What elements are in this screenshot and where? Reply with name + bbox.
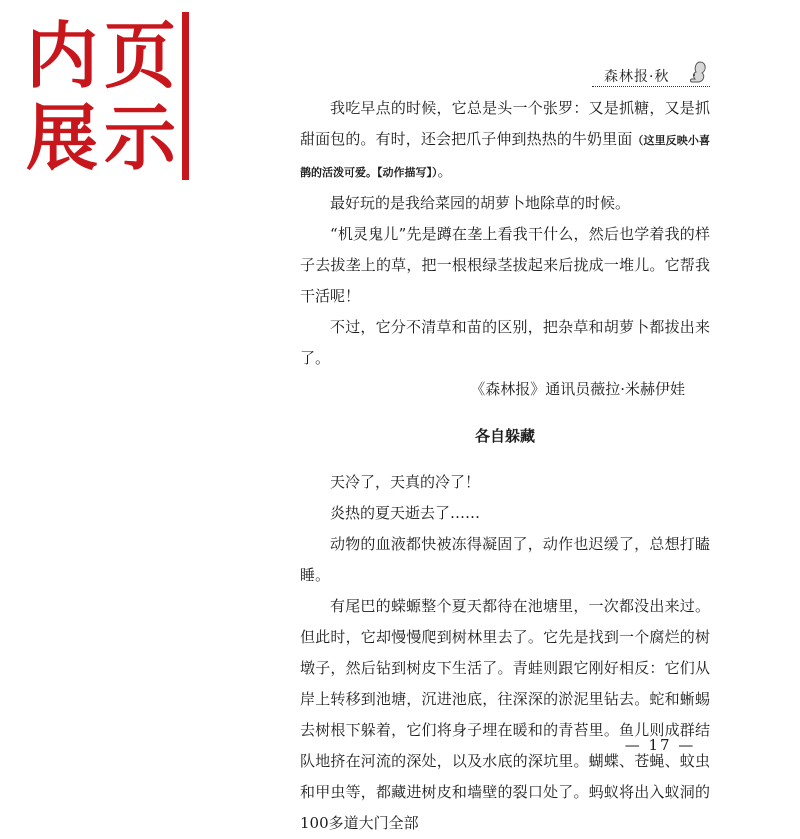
badge-char-4: 示: [104, 96, 177, 180]
squirrel-icon: [686, 60, 708, 84]
running-header-title: 森林报·秋: [604, 69, 670, 85]
section-heading: 各自躲藏: [474, 427, 535, 445]
page-number: — 17 —: [624, 736, 696, 754]
badge-char-3: 展: [26, 96, 99, 180]
inner-page-badge: [22, 12, 192, 184]
badge-char-2: 页: [104, 14, 177, 98]
article-body: [300, 93, 710, 839]
paragraph: 天冷了，天真的冷了！: [330, 473, 481, 491]
paragraph: 有尾巴的蝾螈整个夏天都待在池塘里，一次都没出来过。但此时，它却慢慢爬到树林里去了。它先是找到一个腐烂的树墩子，然后钻到树皮下生活了。青蛙则跟它刚好相反：它们从岸上转移到池塘，沉进池底，往深深的淤泥里钻去。蛇和蜥蜴去树根下躲着，它们将身子埋在暖和的青苔里。鱼儿则成群结队地挤在河流的深处，以及水底的深坑里。蝴蝶、苍蝇、蚊虫和甲虫等，都藏进树皮和墙壁的裂口处了。蚂蚁将出入蚁洞的100多道大门全部: [300, 597, 710, 832]
paragraph: 我吃早点的时候，它总是头一个张罗：又是抓糖，又是抓甜面包的。有时，还会把爪子伸到热热的牛奶里面（这里反映小喜鹊的活泼可爱。【动作描写】）。: [300, 99, 710, 180]
running-header: [592, 62, 710, 87]
paragraph: 炎热的夏天逝去了……: [330, 504, 481, 522]
paragraph: 最好玩的是我给菜园的胡萝卜地除草的时候。: [330, 194, 631, 212]
paragraph: 动物的血液都快被冻得凝固了，动作也迟缓了，总想打瞌睡。: [300, 535, 710, 584]
correspondent-signature: 《森林报》通讯员薇拉·米赫伊娃: [470, 380, 685, 398]
badge-char-1: 内: [26, 14, 99, 98]
paragraph: 不过，它分不清草和苗的区别，把杂草和胡萝卜都拔出来了。: [300, 318, 710, 367]
annotation-note: （这里反映小喜鹊的活泼可爱。【动作描写】）: [300, 134, 710, 179]
badge-divider-bar: [182, 12, 189, 180]
paragraph: “机灵鬼儿”先是蹲在垄上看我干什么，然后也学着我的样子去拔垄上的草，把一根根绿茎拔起来后拢成一堆儿。它帮我干活呢！: [300, 225, 710, 305]
